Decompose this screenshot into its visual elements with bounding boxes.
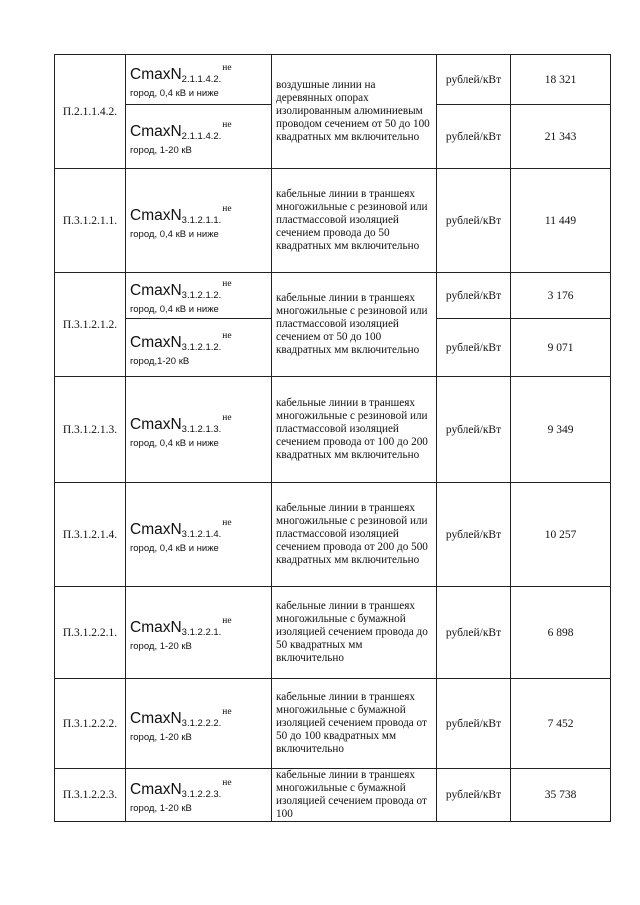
rate-symbol: CmaxN$_{3.1.2.2.2.}^{не}$ [130, 707, 232, 729]
item-code: П.3.1.2.2.3. [55, 769, 126, 822]
rate-area: город, 1-20 кВ [130, 145, 192, 156]
unit: рублей/кВт [437, 169, 511, 273]
table-row [55, 483, 611, 587]
item-description: кабельные линии в траншеях многожильные с бумажной изоляцией сечением провода до 50 квадратных мм включительно [272, 587, 437, 679]
tariff-value: 6 898 [511, 587, 611, 679]
tariff-value: 9 071 [511, 319, 611, 377]
item-code: П.3.1.2.1.1. [55, 169, 126, 273]
rate-cell [126, 319, 272, 377]
tariff-value: 21 343 [511, 105, 611, 169]
rate-cell [126, 679, 272, 769]
rate-cell [126, 587, 272, 679]
tariff-value: 35 738 [511, 769, 611, 822]
item-description: кабельные линии в траншеях многожильные с бумажной изоляцией сечением провода от 50 до 100 квадратных мм включительно [272, 679, 437, 769]
unit: рублей/кВт [437, 273, 511, 319]
item-code: П.2.1.1.4.2. [55, 55, 126, 169]
item-code: П.3.1.2.2.2. [55, 679, 126, 769]
item-description: воздушные линии на деревянных опорах изолированным алюминиевым проводом сечением от 50 до 100 квадратных мм включительно [272, 55, 437, 169]
rate-area: город, 0,4 кВ и ниже [130, 229, 219, 240]
rate-cell [126, 105, 272, 169]
rate-area: город, 0,4 кВ и ниже [130, 438, 219, 449]
tariff-table [54, 54, 611, 822]
unit: рублей/кВт [437, 319, 511, 377]
item-code: П.3.1.2.2.1. [55, 587, 126, 679]
item-description: кабельные линии в траншеях многожильные с резиновой или пластмассовой изоляцией сечением провода до 50 квадратных мм включительно [272, 169, 437, 273]
item-code: П.3.1.2.1.2. [55, 273, 126, 377]
rate-area: город, 1-20 кВ [130, 803, 192, 815]
rate-cell [126, 769, 272, 822]
item-code: П.3.1.2.1.4. [55, 483, 126, 587]
rate-cell [126, 377, 272, 483]
item-description: кабельные линии в траншеях многожильные с резиновой или пластмассовой изоляцией сечением провода от 200 до 500 квадратных мм включительно [272, 483, 437, 587]
item-description: кабельные линии в траншеях многожильные с бумажной изоляцией сечением провода от 100 [272, 769, 437, 822]
tariff-value: 18 321 [511, 55, 611, 105]
table-row [55, 377, 611, 483]
unit: рублей/кВт [437, 483, 511, 587]
rate-cell [126, 273, 272, 319]
item-code: П.3.1.2.1.3. [55, 377, 126, 483]
rate-symbol: CmaxN$_{3.1.2.1.2.}^{не}$ [130, 279, 232, 301]
rate-area: город,1-20 кВ [130, 356, 190, 367]
table-row [55, 769, 611, 822]
rate-symbol: CmaxN$_{3.1.2.1.1.}^{не}$ [130, 204, 232, 226]
rate-cell [126, 483, 272, 587]
rate-area: город, 0,4 кВ и ниже [130, 88, 219, 99]
table-row [55, 679, 611, 769]
rate-cell [126, 169, 272, 273]
tariff-value: 3 176 [511, 273, 611, 319]
item-description: кабельные линии в траншеях многожильные с резиновой или пластмассовой изоляцией сечением от 50 до 100 квадратных мм включительно [272, 273, 437, 377]
rate-symbol: CmaxN$_{2.1.1.4.2.}^{не}$ [130, 120, 232, 142]
item-description: кабельные линии в траншеях многожильные с резиновой или пластмассовой изоляцией сечением провода от 100 до 200 квадратных мм включительно [272, 377, 437, 483]
rate-cell [126, 55, 272, 105]
table-row [55, 169, 611, 273]
rate-symbol: CmaxN$_{3.1.2.1.3.}^{не}$ [130, 413, 232, 435]
unit: рублей/кВт [437, 769, 511, 822]
tariff-value: 11 449 [511, 169, 611, 273]
rate-symbol: CmaxN$_{3.1.2.1.4.}^{не}$ [130, 518, 232, 540]
unit: рублей/кВт [437, 105, 511, 169]
rate-area: город, 1-20 кВ [130, 732, 192, 743]
table-row [55, 55, 611, 105]
rate-area: город, 0,4 кВ и ниже [130, 304, 219, 315]
unit: рублей/кВт [437, 55, 511, 105]
tariff-value: 10 257 [511, 483, 611, 587]
rate-area: город, 1-20 кВ [130, 641, 192, 652]
rate-symbol: CmaxN$_{3.1.2.2.1.}^{не}$ [130, 616, 232, 638]
rate-symbol: CmaxN$_{3.1.2.1.2.}^{не}$ [130, 331, 232, 353]
unit: рублей/кВт [437, 679, 511, 769]
tariff-value: 7 452 [511, 679, 611, 769]
table-row [55, 273, 611, 319]
unit: рублей/кВт [437, 377, 511, 483]
table-row [55, 587, 611, 679]
rate-symbol: CmaxN$_{2.1.1.4.2.}^{не}$ [130, 63, 232, 85]
unit: рублей/кВт [437, 587, 511, 679]
tariff-value: 9 349 [511, 377, 611, 483]
rate-area: город, 0,4 кВ и ниже [130, 543, 219, 554]
rate-symbol: CmaxN$_{3.1.2.2.3.}^{не}$ [130, 778, 232, 801]
